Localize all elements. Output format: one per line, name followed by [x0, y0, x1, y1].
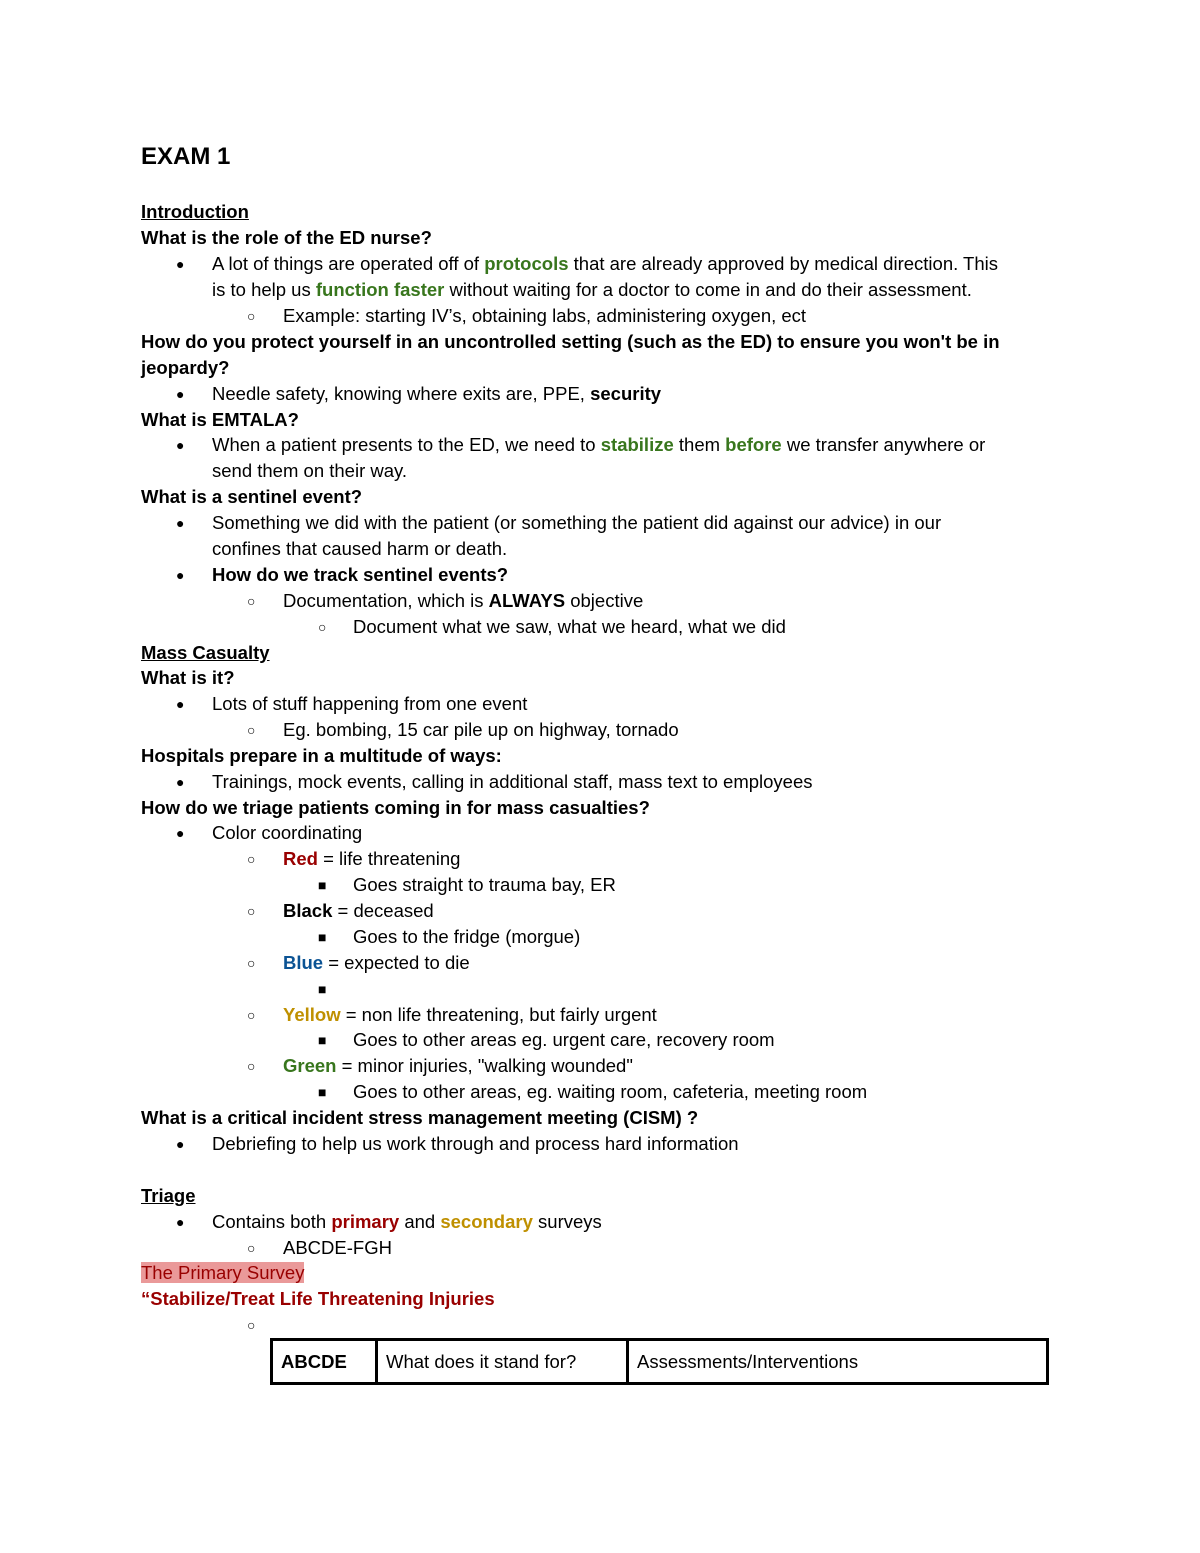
question-what-is-it: What is it?	[141, 667, 235, 688]
abcde-fgh: ABCDE-FGH	[283, 1237, 392, 1258]
triage-red: Red = life threatening	[283, 848, 461, 869]
square-bullet-icon: ■	[318, 1084, 327, 1100]
bullet-icon: ●	[176, 515, 185, 531]
answer-document-what: Document what we saw, what we heard, what we did	[353, 616, 786, 637]
answer-cism: Debriefing to help us work through and process hard information	[212, 1133, 739, 1154]
section-heading-mass-casualty: Mass Casualty	[141, 642, 270, 663]
square-bullet-icon: ■	[318, 1032, 327, 1048]
hollow-bullet-icon: ○	[247, 1007, 256, 1023]
square-bullet-icon: ■	[318, 877, 327, 893]
primary-survey-heading: The Primary Survey	[141, 1262, 305, 1283]
hollow-bullet-icon: ○	[247, 1317, 256, 1333]
bullet-icon: ●	[176, 825, 185, 841]
bullet-icon: ●	[176, 386, 185, 402]
triage-black: Black = deceased	[283, 900, 434, 921]
answer-documentation: Documentation, which is ALWAYS objective	[283, 590, 644, 611]
hollow-bullet-icon: ○	[247, 903, 256, 919]
table-header-assessments: Assessments/Interventions	[628, 1340, 1048, 1384]
stabilize-subheading: “Stabilize/Treat Life Threatening Injuries	[141, 1288, 495, 1309]
hollow-bullet-icon: ○	[247, 722, 256, 738]
bullet-icon: ●	[176, 437, 185, 453]
square-bullet-icon: ■	[318, 981, 327, 997]
question-cism: What is a critical incident stress management meeting (CISM) ?	[141, 1107, 699, 1128]
hollow-bullet-icon: ○	[247, 1058, 256, 1074]
triage-red-detail: Goes straight to trauma bay, ER	[353, 874, 616, 895]
question-triage-mass: How do we triage patients coming in for mass casualties?	[141, 797, 650, 818]
triage-black-detail: Goes to the fridge (morgue)	[353, 926, 581, 947]
example-ed-nurse-role: Example: starting IV’s, obtaining labs, administering oxygen, ect	[283, 305, 807, 326]
answer-surveys: Contains both primary and secondary surveys	[212, 1211, 602, 1232]
question-ed-nurse-role: What is the role of the ED nurse?	[141, 227, 432, 248]
question-hospitals-prepare: Hospitals prepare in a multitude of ways:	[141, 745, 502, 766]
triage-green-detail: Goes to other areas, eg. waiting room, cafeteria, meeting room	[353, 1081, 868, 1102]
answer-sentinel-line1: Something we did with the patient (or something the patient did against our advice) in our	[212, 512, 942, 533]
section-heading-introduction: Introduction	[141, 201, 249, 222]
triage-green: Green = minor injuries, "walking wounded"	[283, 1055, 633, 1076]
triage-yellow-detail: Goes to other areas eg. urgent care, recovery room	[353, 1029, 775, 1050]
primary-survey-table	[270, 1338, 1049, 1385]
section-heading-triage: Triage	[141, 1185, 196, 1206]
answer-protect-yourself: Needle safety, knowing where exits are, PPE, security	[212, 383, 662, 404]
hollow-bullet-icon: ○	[247, 1240, 256, 1256]
answer-ed-nurse-role-line2: is to help us function faster without waiting for a doctor to come in and do their assessment.	[212, 279, 972, 300]
question-emtala: What is EMTALA?	[141, 409, 299, 430]
triage-blue: Blue = expected to die	[283, 952, 470, 973]
bullet-icon: ●	[176, 567, 185, 583]
hollow-bullet-icon: ○	[318, 619, 327, 635]
bullet-icon: ●	[176, 256, 185, 272]
hollow-bullet-icon: ○	[247, 593, 256, 609]
bullet-icon: ●	[176, 1136, 185, 1152]
page-title: EXAM 1	[141, 143, 231, 170]
bullet-icon: ●	[176, 774, 185, 790]
triage-yellow: Yellow = non life threatening, but fairly urgent	[283, 1004, 657, 1025]
answer-sentinel-line2: confines that caused harm or death.	[212, 538, 508, 559]
bullet-icon: ●	[176, 696, 185, 712]
question-protect-yourself-line2: jeopardy?	[141, 357, 230, 378]
hollow-bullet-icon: ○	[247, 851, 256, 867]
example-mass-casualty: Eg. bombing, 15 car pile up on highway, tornado	[283, 719, 679, 740]
table-header-stand-for: What does it stand for?	[377, 1340, 628, 1384]
question-track-sentinel: How do we track sentinel events?	[212, 564, 509, 585]
answer-color-coordinating: Color coordinating	[212, 822, 363, 843]
hollow-bullet-icon: ○	[247, 955, 256, 971]
bullet-icon: ●	[176, 1214, 185, 1230]
answer-emtala-line1: When a patient presents to the ED, we need to stabilize them before we transfer anywhere or	[212, 434, 986, 455]
answer-hospitals-prepare: Trainings, mock events, calling in additional staff, mass text to employees	[212, 771, 813, 792]
answer-ed-nurse-role-line1: A lot of things are operated off of protocols that are already approved by medical direction. This	[212, 253, 999, 274]
answer-emtala-line2: send them on their way.	[212, 460, 408, 481]
square-bullet-icon: ■	[318, 929, 327, 945]
table-header-abcde: ABCDE	[272, 1340, 377, 1384]
question-sentinel-event: What is a sentinel event?	[141, 486, 363, 507]
hollow-bullet-icon: ○	[247, 308, 256, 324]
answer-what-is-it: Lots of stuff happening from one event	[212, 693, 528, 714]
question-protect-yourself-line1: How do you protect yourself in an uncontrolled setting (such as the ED) to ensure you won't be in	[141, 331, 1000, 352]
table-header-row	[272, 1340, 1048, 1384]
